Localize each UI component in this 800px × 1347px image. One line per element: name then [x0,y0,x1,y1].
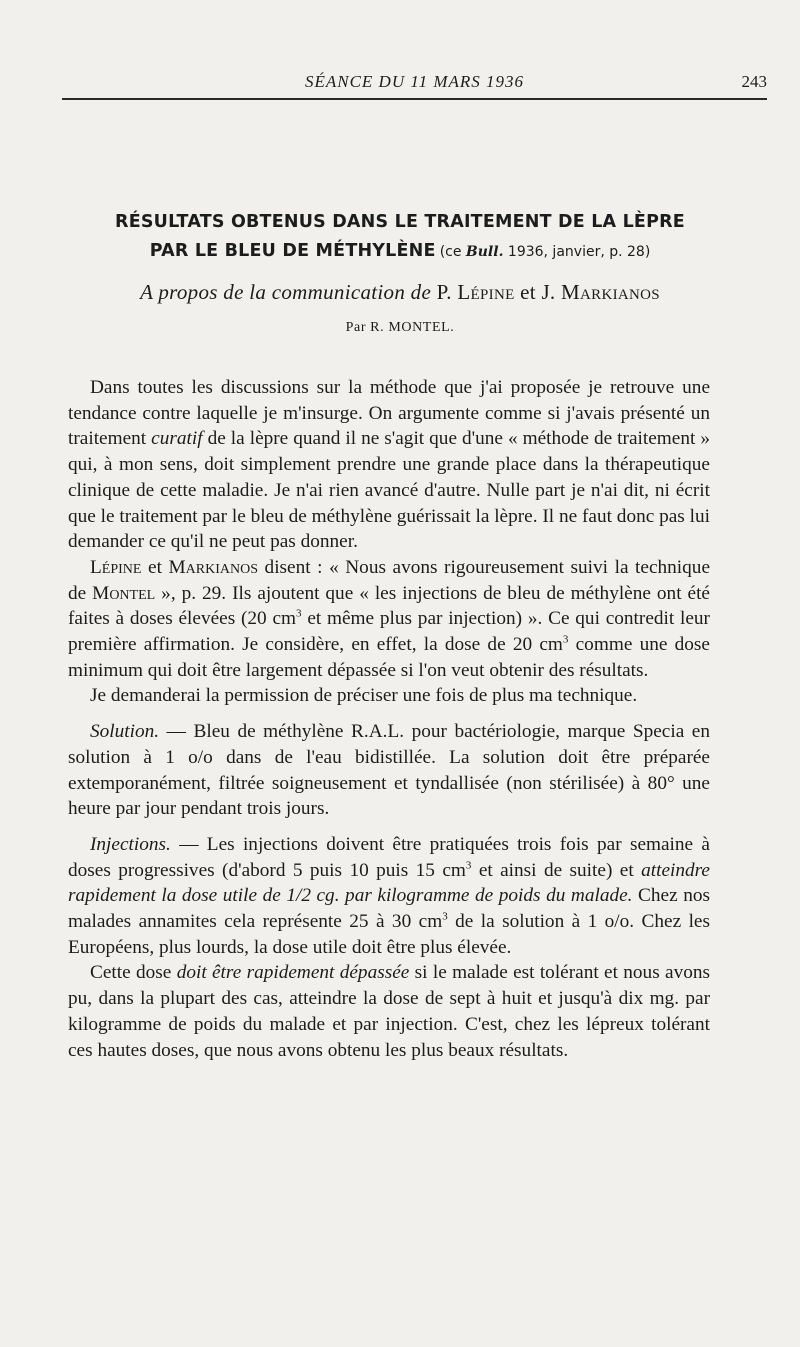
title-ref-open: (ce [439,244,462,260]
running-header [62,70,767,100]
subtitle-connector: et [520,280,536,304]
paragraph-1 [68,375,710,555]
p2-et: et [148,556,162,578]
running-title: SÉANCE DU 11 MARS 1936 [304,72,525,91]
p5-sup-2: 3 [442,910,448,923]
paragraph-5 [68,832,710,961]
p5-label: Injections. [90,833,171,855]
p2-markianos: Markianos [168,556,258,578]
article-body [68,375,710,1063]
author2-initial: J. [541,280,556,304]
p2-sup-1: 3 [296,607,302,620]
p5-sup-1: 3 [465,859,472,872]
p2-sup-2: 3 [562,633,569,646]
p4-label: Solution. [90,721,160,743]
author2-name: Markianos [561,280,660,304]
paragraph-6 [68,960,710,1063]
page-number: 243 [741,72,767,91]
author1-name: Lépine [457,280,515,304]
p5-text-c: Chez nos malades annamites cela représente 25 à 30 cm [68,885,710,933]
paragraph-3: Je demanderai la permission de préciser une fois de plus ma technique. [90,685,638,707]
p5-text-d: de la solution à 1 o/o. Chez les Européens, plus lourds, la dose utile doit être plus élevée. [68,911,710,958]
p5-text-b: et ainsi de suite) et [478,859,634,881]
paragraph-2 [68,555,710,684]
title-ref-journal: Bull. [465,244,504,260]
p5-text-a: — Les injections doivent être pratiquées trois fois par semaine à doses progressives (d'abord 5 puis 10 puis 15 cm [68,833,710,881]
p2-text-b: », p. 29. Ils ajoutent que « les injections de bleu de méthylène ont été faites à doses élevées (20 cm [68,582,710,630]
p6-italic: doit être rapidement dépassée [176,962,410,984]
p2-text-c: et même plus par injection) ». Ce qui contredit leur première affirmation. Je considère, en effet, la dose de 20 cm [68,608,710,656]
p4-text: — Bleu de méthylène R.A.L. pour bactériologie, marque Specia en solution à 1 o/o dans de l'eau bidistillée. La solution doit être préparée extemporanément, filtrée soigneusement et tyndallisée (non stérilisée) à 80° une heure par jour pendant trois jours. [68,721,710,820]
p1-text-a: Dans toutes les discussions sur la méthode que j'ai proposée je retrouve une tendance contre laquelle je m'insurge. On argumente comme si j'avais présenté un traitement [68,377,710,450]
p2-text-a: disent : « Nous avons rigoureusement suivi la technique de [68,556,711,604]
author1-initial: P. [436,280,452,304]
article-title [62,208,738,267]
title-reference [440,244,651,260]
p1-curatif: curatif [151,428,203,450]
p6-text-a: Cette dose [90,962,172,984]
title-line-2 [62,237,738,267]
p2-lepine: Lépine [90,556,142,578]
subtitle-prefix: A propos de la communication de [140,280,432,304]
p2-text-d: comme une dose minimum qui doit être largement dépassée si l'on veut obtenir des résultats. [68,634,710,681]
title-line-1: RÉSULTATS OBTENUS DANS LE TRAITEMENT DE LA LÈPRE [115,212,685,232]
p1-text-b: de la lèpre quand il ne s'agit que d'une « méthode de traitement » qui, à mon sens, doit simplement prendre une grande place dans la thérapeutique clinique de cette maladie. Je n'ai rien avancé d'autre. Nulle part je n'ai dit, ni écrit que le traitement par le bleu de méthylène guérissait la lèpre. Il ne faut donc pas lui demander ce qu'il ne peut pas donner. [68,428,710,553]
byline: Par R. MONTEL. [345,320,455,335]
p5-italic: atteindre rapidement la dose utile de 1/2 cg. par kilogramme de poids du malade. [68,859,710,907]
article-subtitle [62,280,738,305]
p2-montel: Montel [92,582,156,604]
p6-text-b: si le malade est tolérant et nous avons pu, dans la plupart des cas, atteindre la dose de sept à huit et jusqu'à dix mg. par kilogramme de poids du malade et par injection. C'est, chez les lépreux tolérant ces hautes doses, que nous avons obtenu les plus beaux résultats. [68,962,710,1061]
title-ref-rest: 1936, janvier, p. 28) [507,244,651,260]
paragraph-4 [68,719,710,822]
title-line-2-text: PAR LE BLEU DE MÉTHYLÈNE [149,241,436,261]
